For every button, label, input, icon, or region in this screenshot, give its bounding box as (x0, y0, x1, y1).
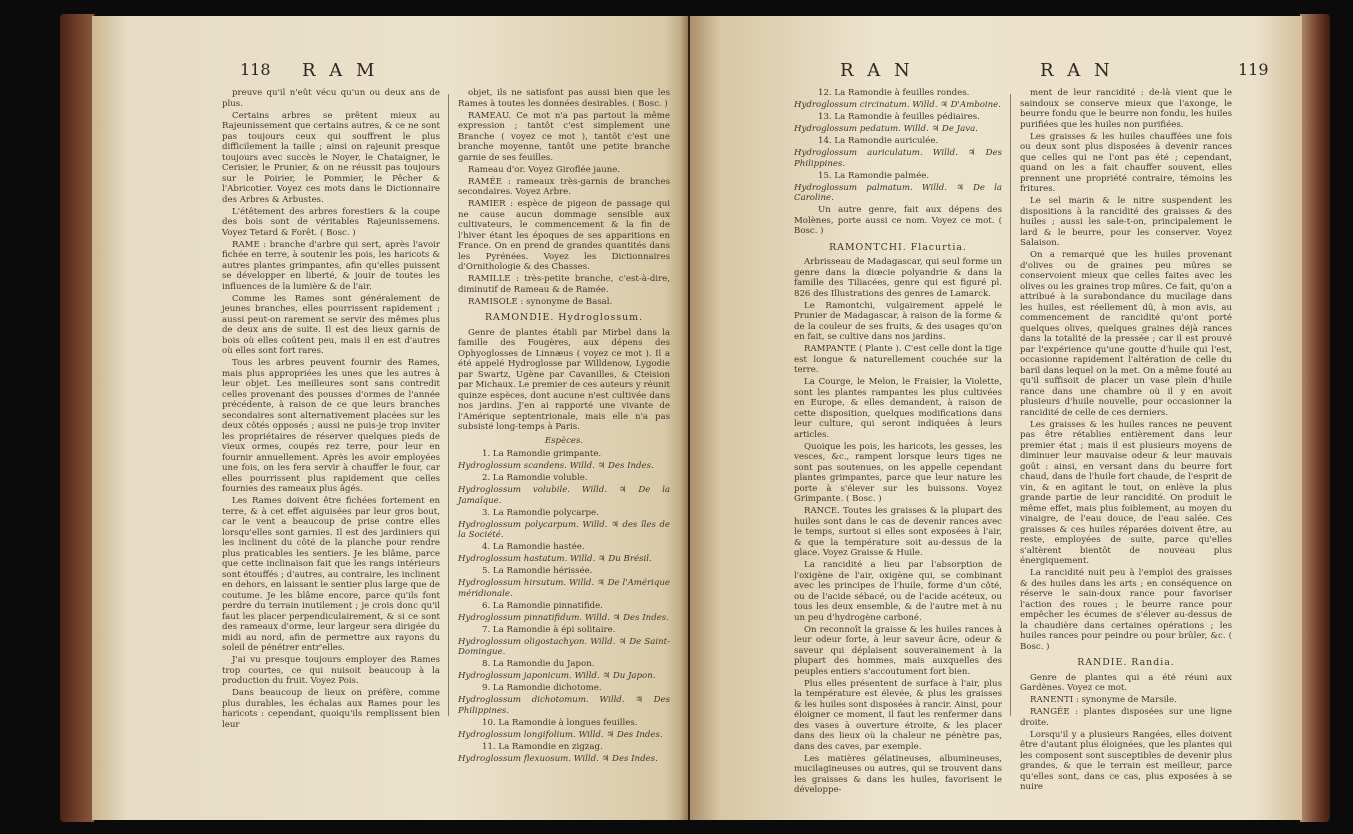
page-number-right: 119 (1238, 60, 1269, 79)
column-rule (1010, 94, 1011, 716)
paragraph: RAMÉE : rameaux très-garnis de branches secondaires. Voyez Arbre. (458, 176, 670, 197)
paragraph: RAMEAU. Ce mot n'a pas partout la même expression ; tantôt c'est simplement une Branche ( voyez ce mot ), tantôt c'est une branche moyenne, tantôt une petite branche garnie de ses feuilles. (458, 110, 670, 163)
article-title-randie: RANDIE. Randia. (1077, 657, 1175, 668)
paragraph: Le Ramontchi, vulgairement appelé le Prunier de Madagascar, à raison de la forme & de la couleur de ses fruits, & des usages qu'on en fait, se cultive dans nos jardins. (794, 300, 1002, 342)
paragraph: RAMPANTE ( Plante ). C'est celle dont la tige est longue & naturellement couchée sur la terre. (794, 344, 1002, 375)
paragraph: On a remarqué que les huiles provenant d'olives ou de graines peu mûres se conservoient mieux que celles faites avec les olives ou les graines trop mûres. Ce fait, qu'on a attribué à la surabondance du mucilage dans les huiles, est réellement dû, à mon avis, au commencement de rancidité qu'ont porté quelques olives, quelques graines déjà rances dans la totalité de la pressée ; car il est prouvé par l'expérience qu'une goutte d'huile qui l'est, occasionne rapidement l'altération de celle du baril dans lequel on la met. On a même fouté au qu'il suffisoit de placer un vase plein d'huile rance dans une chambre où il y en avoit plusieurs d'huile nouvelle, pour occasionner la rancidité de celle de ces derniers. (1020, 250, 1232, 418)
book-fore-edge-left (60, 14, 94, 822)
paragraph: Rameau d'or. Voyez Giroflée jaune. (468, 164, 621, 175)
species-entry: Hydroglossum scandens. Willd. ♃ Des Indes. (458, 461, 654, 471)
species-entry: Hydroglossum hirsutum. Willd. ♃ De l'Amérique méridionale. (458, 578, 670, 599)
paragraph: Genre de plantes qui a été réuni aux Gardènes. Voyez ce mot. (1020, 672, 1232, 693)
paragraph: RANCE. Toutes les graisses & la plupart des huiles sont dans le cas de devenir rances avec le temps, surtout si elles sont exposées à l'air, & que la température soit au-dessus de la glace. Voyez Graisse & Huile. (794, 506, 1002, 558)
left-page (92, 16, 688, 820)
paragraph: preuve qu'il n'eût vécu qu'un ou deux ans de plus. (222, 88, 440, 109)
paragraph: Dans beaucoup de lieux on préfère, comme plus durables, les échalas aux Rames pour les haricots : cependant, quoiqu'ils remplissent bien leur (222, 688, 440, 730)
species-entry: 2. La Ramondie voluble. (482, 473, 588, 483)
species-entry: Hydroglossum flexuosum. Willd. ♃ Des Indes. (458, 753, 658, 764)
paragraph: La rancidité nuit peu à l'emploi des graisses & des huiles dans les arts ; en conséquence on réserve le sain-doux rance pour favoriser l'action des roues ; le beurre rance pour empêcher les écumes de s'élever au-dessus de la chaudière dans certaines opérations ; les huiles rances pour peindre ou pour brûler, &c. ( Bosc. ) (1020, 568, 1232, 652)
paragraph: La rancidité a lieu par l'absorption de l'oxigène de l'air, oxigène qui, se combinant avec les principes de l'huile, forme d'un côté, ou de l'acide sébacé, ou de l'acide acéteux, ou tous les deux ensemble, & de l'autre met à nu un peu d'hydrogène carboné. (794, 560, 1002, 623)
species-entry: 11. La Ramondie en zigzag. (482, 741, 603, 752)
paragraph: objet, ils ne satisfont pas aussi bien que les Rames à toutes les données desirables. ( Bosc. ) (458, 88, 670, 109)
species-entry: Hydroglossum pedatum. Willd. ♃ De Java. (794, 124, 978, 134)
species-entry: Hydroglossum polycarpum. Willd. ♃ des îles de la Société. (458, 519, 670, 540)
ramondie-intro: Genre de plantes établi par Mirbel dans la famille des Fougères, aux dépens des Ophyoglosses de Linnæus ( voyez ce mot ). Il a été appelé Hydroglosse par Willdenow, Lygodie par Swartz, Ugène par Cavanilles, & Cteision par Michaux. Le premier de ces auteurs y réunit quinze espèces, dont aucune n'est cultivée dans nos jardins. J'en ai rapporté une vivante de l'Amérique septentrionale, mais elle n'a pas subsisté long-temps à Paris. (458, 327, 670, 432)
species-entry: 10. La Ramondie à longues feuilles. (482, 717, 638, 728)
species-entry: Hydroglossum oligostachyon. Willd. ♃ De Saint-Domingue. (458, 636, 670, 657)
especes-heading: Espèces. (544, 435, 584, 446)
species-entry: 8. La Ramondie du Japon. (482, 659, 595, 669)
species-entry: 13. La Ramondie à feuilles pédiaires. (818, 112, 980, 122)
running-header-left: R A M (302, 60, 379, 81)
species-entry: 4. La Ramondie hastée. (482, 542, 585, 552)
species-entry: 6. La Ramondie pinnatifide. (482, 600, 603, 611)
species-entry: Hydroglossum pinnatifidum. Willd. ♃ Des Indes. (458, 612, 669, 623)
species-entry: Hydroglossum palmatum. Willd. ♃ De la Caroline. (794, 182, 1002, 203)
article-title-ramondie: RAMONDIE. Hydroglossum. (484, 312, 644, 323)
species-entry: Un autre genre, fait aux dépens des Molènes, porte aussi ce nom. Voyez ce mot. ( Bosc. ) (794, 205, 1002, 236)
paragraph: L'étêtement des arbres forestiers & la coupe des bois sont de véritables Rajeunissemens. Voyez Tetard & Forêt. ( Bosc. ) (222, 206, 440, 238)
paragraph: RANGÉE : plantes disposées sur une ligne droite. (1020, 707, 1232, 728)
paragraph: Arbrisseau de Madagascar, qui seul forme un genre dans la diœcie polyandrie & dans la famille des Tiliacées, genre qui est figuré pl. 826 des Illustrations des genres de Lamarck. (794, 257, 1002, 299)
paragraph: Tous les arbres peuvent fournir des Rames, mais plus appropriées les unes que les autres à leur objet. Les meilleures sont sans contredit celles provenant des pousses d'ormes de l'année précédente, à raison de ce que leurs branches secondaires sont alternativement placées sur les deux côtés opposés ; aussi ne puis-je trop inviter les propriétaires de réserver quelques pieds de vieux ormes, coupés rez terre, pour leur en fournir annuellement. Après les avoir employées une fois, on les fera servir à chauffer le four, car elles pourrissent plus rapidement que celles fournies des rameaux plus âgés. (222, 358, 440, 494)
paragraph: RAME : branche d'arbre qui sert, après l'avoir fichée en terre, à soutenir les pois, les haricots & autres plantes grimpantes, afin qu'elles puissent se développer en liberté, & jouir de toutes les influences de la lumière & de l'air. (222, 239, 440, 292)
paragraph: RAMILLE : très-petite branche, c'est-à-dire, diminutif de Rameau & de Ramée. (458, 274, 670, 295)
species-entry: 7. La Ramondie à épi solitaire. (482, 624, 616, 635)
species-entry: 5. La Ramondie hérissée. (482, 566, 593, 576)
species-entry: 15. La Ramondie palmée. (818, 170, 930, 181)
species-entry: Hydroglossum hastatum. Willd. ♃ Du Brésil. (458, 554, 652, 564)
species-entry: 9. La Ramondie dichotome. (482, 683, 602, 693)
species-entry: 14. La Ramondie auriculée. (818, 136, 939, 146)
left-column-1 (222, 88, 440, 732)
paragraph: Les graisses & les huiles chauffées une fois ou deux sont plus disposées à devenir rances que celles qui ne l'ont pas été ; cependant, quand on les a fait chauffer souvent, elles prennent une propriété contraire, témoins les fritures. (1020, 131, 1232, 194)
right-column-1 (794, 88, 1002, 797)
species-entry: Hydroglossum japonicum. Willd. ♃ Du Japon. (458, 671, 656, 681)
paragraph: Quoique les pois, les haricots, les gesses, les vesces, &c., rampent lorsque leurs tiges ne sont pas soutenues, on les appelle cependant plantes grimpantes, parce que leur nature les porte à s'élever sur les buissons. Voyez Grimpante. ( Bosc. ) (794, 441, 1002, 504)
species-entry: Hydroglossum dichotomum. Willd. ♃ Des Philippines. (458, 695, 670, 716)
paragraph: Certains arbres se prêtent mieux au Rajeunissement que certains autres, & ce ne sont pas toujours ceux qui souffrent le plus difficilement la taille ; ainsi on rajeunit presque toujours avec succès le Noyer, le Chataigner, le Cerisier, le Prunier, & on ne réussit pas toujours sur le Poirier, le Pommier, le Pêcher & l'Abricotier. Voyez ces mots dans le Dictionnaire des Arbres & Arbustes. (222, 110, 440, 205)
species-entry: 3. La Ramondie polycarpe. (482, 507, 599, 518)
paragraph: ment de leur rancidité : de-là vient que le saindoux se conserve mieux que l'axonge, le beurre fondu que le beurre non fondu, les huiles purifiées que les huiles non purifiées. (1020, 88, 1232, 130)
column-rule (448, 94, 449, 716)
species-entry: Hydroglossum auriculatum. Willd. ♃ Des Philippines. (794, 148, 1002, 169)
running-header-right-a: R A N (840, 60, 914, 81)
species-entry: Hydroglossum volubile. Willd. ♃ De la Jamaïque. (458, 485, 670, 506)
left-column-2 (458, 88, 670, 766)
paragraph: Le sel marin & le nitre suspendent les dispositions à la rancidité des graisses & des huiles ; aussi les sale-t-on, principalement le lard & le beurre, pour les conserver. Voyez Salaison. (1020, 196, 1232, 248)
species-entry: 1. La Ramondie grimpante. (482, 449, 602, 459)
book-fore-edge-right (1300, 14, 1330, 822)
article-title-ramontchi: RAMONTCHI. Flacurtia. (829, 241, 967, 253)
paragraph: Les graisses & les huiles rances ne peuvent pas être rétablies entièrement dans leur premier état ; mais il est plusieurs moyens de diminuer leur mauvaise odeur & leur mauvais goût : ainsi, en versant dans du beurre fort chaud, dans de l'huile fort chaude, de l'esprit de vin, & en agitant le tout, on enlève la plus grande partie de leur rancidité. On produit le même effet, mais plus foiblement, au moyen du vinaigre, de l'eau douce, de l'eau salée. Ces graisses & ces huiles réparées doivent être, au reste, employées de suite, parce qu'elles s'altèrent bientôt de nouveau plus énergiquement. (1020, 419, 1232, 566)
species-entry: Hydroglossum longifolium. Willd. ♃ Des Indes. (458, 729, 663, 740)
paragraph: Lorsqu'il y a plusieurs Rangées, elles doivent être d'autant plus éloignées, que les plantes qui les composent sont susceptibles de devenir plus grandes, & que le terrain est meilleur, parce qu'elles sont, dans ce cas, plus exposées à se nuire (1020, 729, 1232, 792)
page-number-left: 118 (240, 60, 271, 79)
right-column-2 (1020, 88, 1232, 794)
paragraph: Les matières gélatineuses, albumineuses, mucilagineuses ou autres, qui se trouvent dans les graisses & dans les huiles, favorisent le développe- (794, 753, 1002, 795)
running-header-right-b: R A N (1040, 60, 1114, 81)
paragraph: Plus elles présentent de surface à l'air, plus la température est élevée, & plus les graisses & les huiles sont disposées à rancir. Ainsi, pour éloigner ce moment, il faut les renfermer dans des vases à ouverture étroite, & les placer dans des lieux où la chaleur ne pénètre pas, dans des caves, par exemple. (794, 678, 1002, 752)
paragraph: RAMISOLE : synonyme de Basal. (468, 296, 613, 307)
paragraph: Comme les Rames sont généralement de jeunes branches, elles pourrissent rapidement ; aussi peut-on rarement se servir des mêmes plus de deux ans de suite. Il est des lieux garnis de bois où elles coûtent peu, mais il en est d'autres où elles sont fort rares. (222, 293, 440, 356)
paragraph: RANENTI : synonyme de Marsile. (1030, 695, 1177, 705)
species-entry: Hydroglossum circinatum. Willd. ♃ D'Amboine. (794, 100, 1001, 110)
paragraph: La Courge, le Melon, le Fraisier, la Violette, sont les plantes rampantes les plus cultivées en Europe, & elles demandent, à raison de cette disposition, quelques modifications dans leur culture, qui seront indiquées à leurs articles. (794, 377, 1002, 440)
paragraph: Les Rames doivent être fichées fortement en terre, & à cet effet aiguisées par leur gros bout, car le vent a beaucoup de prise contre elles lorsqu'elles sont garnies. Il est des jardiniers qui les inclinent du côté de la planche pour rendre plus praticables les sentiers. Je les blâme, parce que cette inclinaison fait que les rangs intérieurs sont étouffés ; d'autres, au contraire, les inclinent en dehors, en laissant le sentier plus large que de coutume. Je les blâme encore, parce qu'ils font perdre du terrain inutilement ; je crois donc qu'il faut les placer perpendiculairement, & si ce sont des rameaux d'orme, leur largeur sera dirigée du midi au nord, afin de permettre aux rayons du soleil de pénétrer entr'elles. (222, 496, 440, 653)
paragraph: J'ai vu presque toujours employer des Rames trop courtes, ce qui nuisoit beaucoup à la production du fruit. Voyez Pois. (222, 655, 440, 686)
paragraph: On reconnoît la graisse & les huiles rances à leur odeur forte, à leur saveur âcre, odeur & saveur qui déplaisent souverainement à la plupart des hommes, mais auxquelles des peuples entiers s'accoutument fort bien. (794, 624, 1002, 677)
right-page (690, 16, 1302, 820)
species-entry: 12. La Ramondie à feuilles rondes. (818, 88, 970, 98)
paragraph: RAMIER : espèce de pigeon de passage qui ne cause aucun dommage sensible aux cultivateurs, le commencement & la fin de l'hiver étant les époques de ses apparitions en France. On en prend de grandes quantités dans les Pyrénées. Voyez les Dictionnaires d'Ornithologie & des Chasses. (458, 199, 670, 272)
